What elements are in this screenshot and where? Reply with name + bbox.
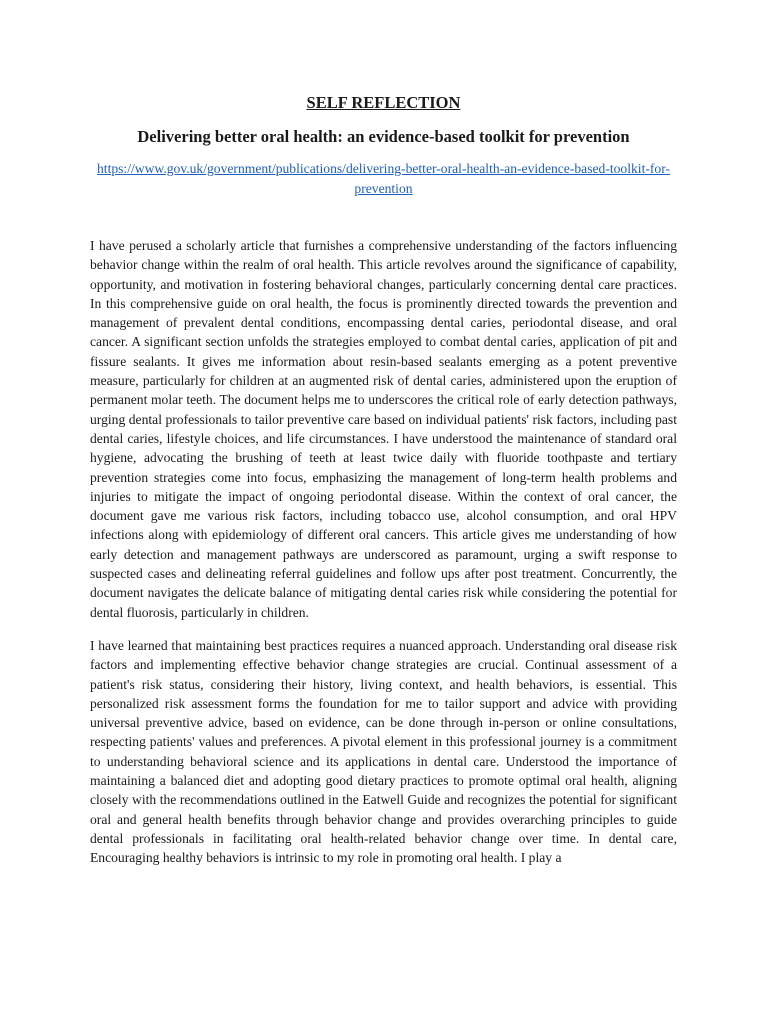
body-paragraph-1: I have perused a scholarly article that furnishes a comprehensive understanding of the factors influencing behavior change within the realm of oral health. This article revolves around the significance of capability, opportunity, and motivation in fostering behavioral changes, particularly concerning dental care practices. In this comprehensive guide on oral health, the focus is prominently directed towards the prevention and management of prevalent dental conditions, encompassing dental caries, periodontal disease, and oral cancer. A significant section unfolds the strategies employed to combat dental caries, application of pit and fissure sealants. It gives me information about resin-based sealants emerging as a potent preventive measure, particularly for children at an augmented risk of dental caries, administered upon the eruption of permanent molar teeth. The document helps me to underscores the critical role of early detection pathways, urging dental professionals to tailor preventive care based on individual patients' risk factors, including past dental caries, lifestyle choices, and life circumstances. I have understood the maintenance of standard oral hygiene, advocating the brushing of teeth at least twice daily with fluoride toothpaste and tertiary prevention strategies come into focus, emphasizing the management of long-term health problems and injuries to mitigate the impact of ongoing periodontal disease. Within the context of oral cancer, the document gave me various risk factors, including tobacco use, alcohol consumption, and oral HPV infections along with epidemiology of different oral cancers. This article gives me understanding of how early detection and management pathways are underscored as paramount, urging a swift response to suspected cases and delineating referral guidelines and follow ups after post treatment. Concurrently, the document navigates the delicate balance of mitigating dental caries risk while considering the potential for dental fluorosis, particularly in children. (90, 238, 677, 620)
source-link[interactable]: https://www.gov.uk/government/publications/delivering-better-oral-health-an-evidence-based-toolkit-for-prevention (97, 161, 670, 196)
document-subtitle: Delivering better oral health: an evidence-based toolkit for prevention (137, 127, 630, 146)
body-paragraph-2: I have learned that maintaining best practices requires a nuanced approach. Understanding oral disease risk factors and implementing effective behavior change strategies are crucial. Continual assessment of a patient's risk status, considering their history, living context, and health behaviors, is essential. This personalized risk assessment forms the foundation for me to tailor support and advice with providing universal preventive advice, based on evidence, can be done through in-person or online consultations, respecting patients' values and preferences. A pivotal element in this professional journey is a commitment to understanding behavioral science and its applications in dental care. Understood the importance of maintaining a balanced diet and adopting good dietary practices to promote optimal oral health, aligning closely with the recommendations outlined in the Eatwell Guide and recognizes the potential for significant oral and general health benefits through behavior change and provides overarching principles to guide dental professionals in facilitating oral health-related behavior change over time. In dental care, Encouraging healthy behaviors is intrinsic to my role in promoting oral health. I play a (90, 637, 677, 866)
document-page (90, 92, 677, 868)
document-title: SELF REFLECTION (306, 93, 461, 112)
